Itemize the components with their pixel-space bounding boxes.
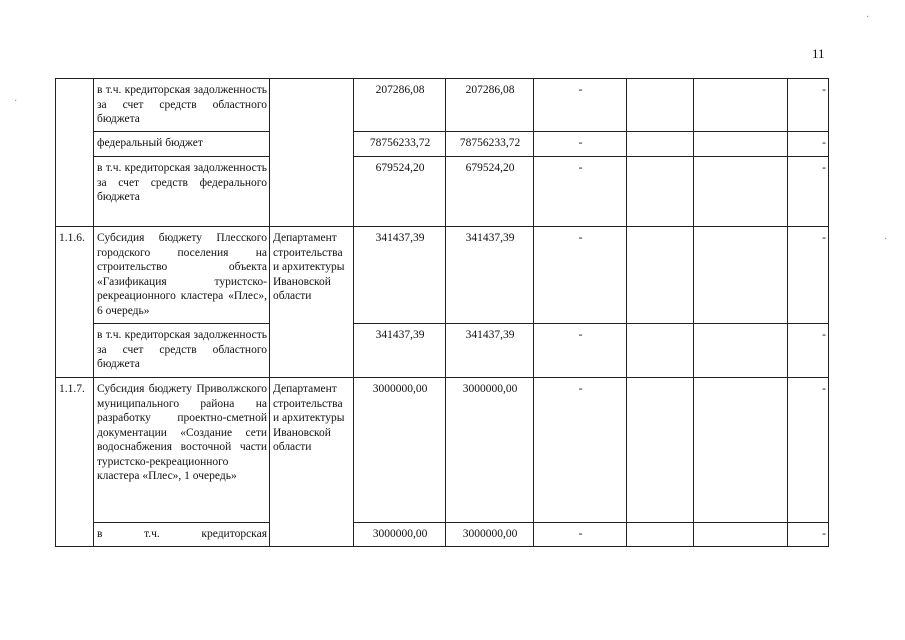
row-department: Департамент строительства и архитектуры Ивановской области <box>270 227 354 378</box>
value-cell: 679524,20 <box>446 157 534 227</box>
dash-cell: - <box>534 79 627 132</box>
value-cell: 341437,39 <box>446 227 534 324</box>
table-row <box>56 157 829 227</box>
row-description: в т.ч. кредиторская задолженность за счет средств федерального бюджета <box>94 157 270 227</box>
dash-cell: - <box>534 324 627 378</box>
row-description: в т.ч. кредиторская <box>94 523 270 547</box>
dash-cell: - <box>534 227 627 324</box>
value-cell: 78756233,72 <box>354 132 446 157</box>
empty-cell <box>627 227 694 324</box>
value-cell: 207286,08 <box>354 79 446 132</box>
value-cell: 78756233,72 <box>446 132 534 157</box>
value-cell: 3000000,00 <box>354 523 446 547</box>
value-cell: 341437,39 <box>446 324 534 378</box>
scan-speck: · <box>866 12 870 23</box>
dash-cell: - <box>534 157 627 227</box>
scan-speck: · <box>14 96 18 107</box>
empty-cell <box>694 523 788 547</box>
value-cell: 207286,08 <box>446 79 534 132</box>
empty-cell <box>627 132 694 157</box>
dash-cell: - <box>788 132 829 157</box>
dash-cell: - <box>534 132 627 157</box>
value-cell: 3000000,00 <box>446 378 534 523</box>
value-cell: 3000000,00 <box>354 378 446 523</box>
row-department: Департамент строительства и архитектуры Ивановской области <box>270 378 354 547</box>
dash-cell: - <box>788 324 829 378</box>
row-code-cell: 1.1.7. <box>56 378 94 547</box>
value-cell: 341437,39 <box>354 324 446 378</box>
value-cell: 3000000,00 <box>446 523 534 547</box>
empty-cell <box>694 324 788 378</box>
empty-cell <box>694 79 788 132</box>
dash-cell: - <box>788 157 829 227</box>
scan-speck: · <box>884 234 888 245</box>
row-description: Субсидия бюджету Плесского городского поселения на строительство объекта «Газификация туристско-рекреационного кластера «Плес», 6 очередь» <box>94 227 270 324</box>
row-department <box>270 79 354 227</box>
row-description: в т.ч. кредиторская задолженность за счет средств областного бюджета <box>94 79 270 132</box>
table-row <box>56 132 829 157</box>
empty-cell <box>627 79 694 132</box>
empty-cell <box>694 227 788 324</box>
empty-cell <box>694 157 788 227</box>
row-code-cell: 1.1.6. <box>56 227 94 378</box>
row-description: федеральный бюджет <box>94 132 270 157</box>
table-row <box>56 227 829 324</box>
value-cell: 679524,20 <box>354 157 446 227</box>
dash-cell: - <box>788 227 829 324</box>
table-row <box>56 324 829 378</box>
row-description: Субсидия бюджету Приволжского муниципального района на разработку проектно-сметной документации «Создание сети водоснабжения восточной части туристско-рекреационного кластера «Плес», 1 очередь» <box>94 378 270 523</box>
value-cell: 341437,39 <box>354 227 446 324</box>
empty-cell <box>694 132 788 157</box>
row-code-cell <box>56 79 94 227</box>
table-row <box>56 79 829 132</box>
budget-table <box>55 78 829 547</box>
empty-cell <box>627 324 694 378</box>
dash-cell: - <box>534 523 627 547</box>
dash-cell: - <box>788 378 829 523</box>
dash-cell: - <box>534 378 627 523</box>
empty-cell <box>694 378 788 523</box>
table-row <box>56 378 829 523</box>
page-number: 11 <box>812 46 825 61</box>
empty-cell <box>627 378 694 523</box>
row-description: в т.ч. кредиторская задолженность за счет средств областного бюджета <box>94 324 270 378</box>
dash-cell: - <box>788 523 829 547</box>
empty-cell <box>627 157 694 227</box>
empty-cell <box>627 523 694 547</box>
table-row <box>56 523 829 547</box>
dash-cell: - <box>788 79 829 132</box>
